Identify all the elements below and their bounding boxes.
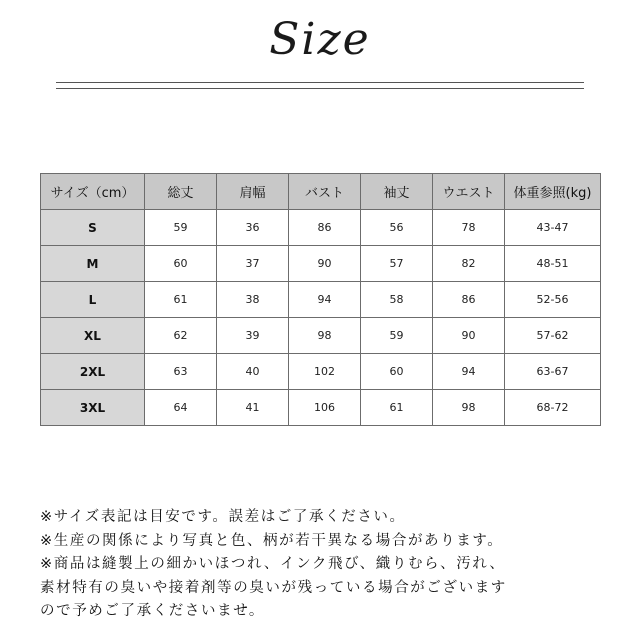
table-cell: 98 bbox=[433, 390, 505, 426]
table-cell: 98 bbox=[289, 318, 361, 354]
table-cell: 68-72 bbox=[505, 390, 601, 426]
table-cell: 94 bbox=[289, 282, 361, 318]
size-label: XL bbox=[41, 318, 145, 354]
table-cell: 59 bbox=[145, 210, 217, 246]
table-cell: 40 bbox=[217, 354, 289, 390]
size-label: M bbox=[41, 246, 145, 282]
table-cell: 90 bbox=[289, 246, 361, 282]
table-cell: 52-56 bbox=[505, 282, 601, 318]
note-line: ので予めご了承くださいませ。 bbox=[40, 603, 265, 619]
header-shoulder: 肩幅 bbox=[217, 174, 289, 210]
table-cell: 37 bbox=[217, 246, 289, 282]
table-row bbox=[41, 282, 601, 318]
table-cell: 64 bbox=[145, 390, 217, 426]
table-cell: 63 bbox=[145, 354, 217, 390]
table-cell: 78 bbox=[433, 210, 505, 246]
table-cell: 41 bbox=[217, 390, 289, 426]
table-cell: 90 bbox=[433, 318, 505, 354]
title-divider-bottom bbox=[56, 88, 584, 89]
header-size: サイズ（cm） bbox=[41, 174, 145, 210]
note-line: 素材特有の臭いや接着剤等の臭いが残っている場合がございます bbox=[40, 579, 507, 596]
table-cell: 86 bbox=[289, 210, 361, 246]
note-line: ※商品は縫製上の細かいほつれ、インク飛び、織りむら、汚れ、 bbox=[40, 556, 506, 572]
table-header-row bbox=[41, 174, 601, 210]
table-cell: 56 bbox=[361, 210, 433, 246]
header-length: 総丈 bbox=[145, 174, 217, 210]
table-cell: 62 bbox=[145, 318, 217, 354]
table-cell: 57 bbox=[361, 246, 433, 282]
table-cell: 57-62 bbox=[505, 318, 601, 354]
table-cell: 36 bbox=[217, 210, 289, 246]
table-cell: 60 bbox=[145, 246, 217, 282]
title-divider-top bbox=[56, 82, 584, 83]
table-cell: 106 bbox=[289, 390, 361, 426]
table-cell: 94 bbox=[433, 354, 505, 390]
table-cell: 82 bbox=[433, 246, 505, 282]
table-cell: 58 bbox=[361, 282, 433, 318]
table-cell: 102 bbox=[289, 354, 361, 390]
size-label: 3XL bbox=[41, 390, 145, 426]
table-cell: 48-51 bbox=[505, 246, 601, 282]
table-cell: 61 bbox=[145, 282, 217, 318]
header-bust: バスト bbox=[289, 174, 361, 210]
table-row bbox=[41, 210, 601, 246]
note-line: ※サイズ表記は目安です。誤差はご了承ください。 bbox=[40, 509, 406, 525]
table-cell: 63-67 bbox=[505, 354, 601, 390]
table-cell: 86 bbox=[433, 282, 505, 318]
header-sleeve: 袖丈 bbox=[361, 174, 433, 210]
table-row bbox=[41, 318, 601, 354]
size-label: L bbox=[41, 282, 145, 318]
header-waist: ウエスト bbox=[433, 174, 505, 210]
page-title: Size bbox=[269, 14, 371, 65]
header-weight: 体重参照(kg) bbox=[505, 174, 601, 210]
table-cell: 59 bbox=[361, 318, 433, 354]
size-label: 2XL bbox=[41, 354, 145, 390]
table-cell: 43-47 bbox=[505, 210, 601, 246]
table-row bbox=[41, 354, 601, 390]
table-row bbox=[41, 246, 601, 282]
table-cell: 61 bbox=[361, 390, 433, 426]
size-label: S bbox=[41, 210, 145, 246]
table-row bbox=[41, 390, 601, 426]
table-cell: 38 bbox=[217, 282, 289, 318]
table-cell: 60 bbox=[361, 354, 433, 390]
notes-section bbox=[40, 506, 620, 624]
size-table bbox=[40, 173, 601, 426]
note-line: ※生産の関係により写真と色、柄が若干異なる場合があります。 bbox=[40, 532, 504, 549]
table-cell: 39 bbox=[217, 318, 289, 354]
